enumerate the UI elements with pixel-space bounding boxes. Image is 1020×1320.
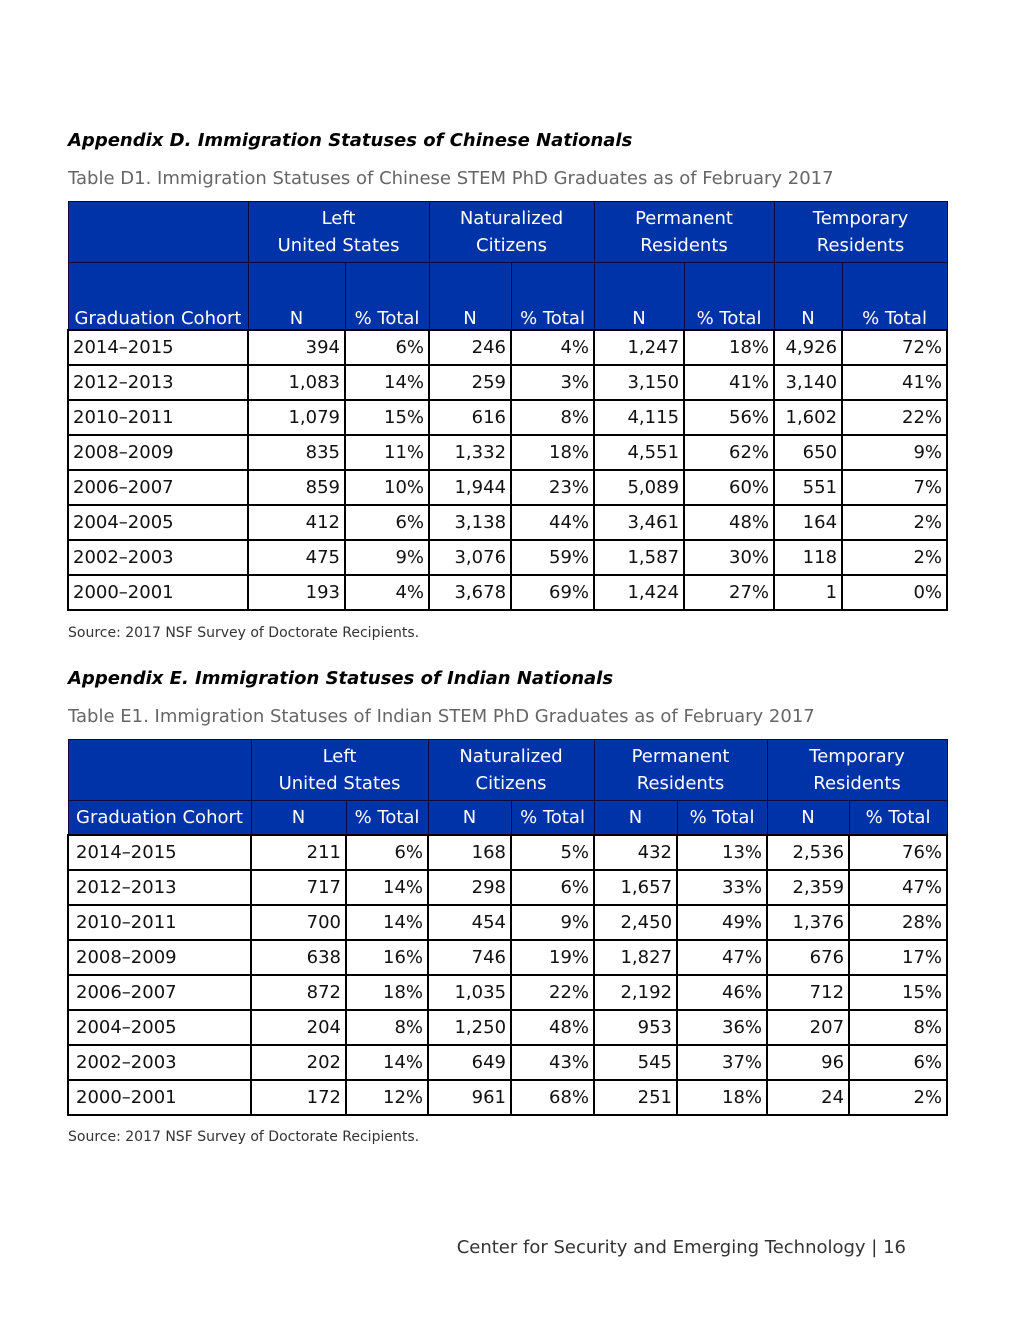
- table-row: [68, 575, 947, 610]
- cohort-cell: 2012–2013: [68, 365, 248, 400]
- count-cell: 172: [251, 1080, 346, 1115]
- count-cell: 3,678: [429, 575, 511, 610]
- count-cell: 168: [428, 835, 511, 870]
- count-cell: 298: [428, 870, 511, 905]
- table-row: [68, 870, 947, 905]
- table-row: [68, 470, 947, 505]
- cohort-cell: 2000–2001: [68, 1080, 251, 1115]
- table-row: [68, 975, 947, 1010]
- header-n: N: [248, 263, 345, 331]
- header-n: N: [594, 801, 677, 836]
- table-row: [68, 940, 947, 975]
- percent-cell: 2%: [842, 505, 947, 540]
- percent-cell: 14%: [346, 870, 428, 905]
- percent-cell: 56%: [684, 400, 774, 435]
- count-cell: 2,192: [594, 975, 677, 1010]
- count-cell: 2,450: [594, 905, 677, 940]
- cohort-cell: 2006–2007: [68, 470, 248, 505]
- percent-cell: 18%: [684, 330, 774, 365]
- percent-cell: 72%: [842, 330, 947, 365]
- count-cell: 545: [594, 1045, 677, 1080]
- percent-cell: 49%: [677, 905, 767, 940]
- percent-cell: 41%: [684, 365, 774, 400]
- count-cell: 3,138: [429, 505, 511, 540]
- percent-cell: 0%: [842, 575, 947, 610]
- count-cell: 4,115: [594, 400, 684, 435]
- percent-cell: 46%: [677, 975, 767, 1010]
- count-cell: 1: [774, 575, 842, 610]
- percent-cell: 62%: [684, 435, 774, 470]
- page-footer: Center for Security and Emerging Technology | 16: [456, 1237, 906, 1258]
- count-cell: 4,551: [594, 435, 684, 470]
- count-cell: 96: [767, 1045, 849, 1080]
- cohort-cell: 2008–2009: [68, 435, 248, 470]
- table-e1: [67, 739, 948, 1116]
- header-n: N: [594, 263, 684, 331]
- cohort-cell: 2004–2005: [68, 505, 248, 540]
- percent-cell: 6%: [849, 1045, 947, 1080]
- percent-cell: 6%: [345, 505, 429, 540]
- count-cell: 1,827: [594, 940, 677, 975]
- count-cell: 3,150: [594, 365, 684, 400]
- percent-cell: 14%: [346, 905, 428, 940]
- percent-cell: 14%: [346, 1045, 428, 1080]
- percent-cell: 18%: [511, 435, 594, 470]
- count-cell: 616: [429, 400, 511, 435]
- percent-cell: 2%: [842, 540, 947, 575]
- count-cell: 551: [774, 470, 842, 505]
- count-cell: 2,359: [767, 870, 849, 905]
- percent-cell: 16%: [346, 940, 428, 975]
- count-cell: 3,076: [429, 540, 511, 575]
- percent-cell: 47%: [849, 870, 947, 905]
- count-cell: 202: [251, 1045, 346, 1080]
- count-cell: 164: [774, 505, 842, 540]
- count-cell: 700: [251, 905, 346, 940]
- count-cell: 251: [594, 1080, 677, 1115]
- percent-cell: 4%: [345, 575, 429, 610]
- table-row: [68, 330, 947, 365]
- cohort-cell: 2010–2011: [68, 400, 248, 435]
- percent-cell: 3%: [511, 365, 594, 400]
- count-cell: 475: [248, 540, 345, 575]
- count-cell: 1,247: [594, 330, 684, 365]
- count-cell: 394: [248, 330, 345, 365]
- count-cell: 3,461: [594, 505, 684, 540]
- count-cell: 1,035: [428, 975, 511, 1010]
- count-cell: 961: [428, 1080, 511, 1115]
- count-cell: 432: [594, 835, 677, 870]
- percent-cell: 8%: [511, 400, 594, 435]
- percent-cell: 6%: [345, 330, 429, 365]
- percent-cell: 4%: [511, 330, 594, 365]
- percent-cell: 28%: [849, 905, 947, 940]
- percent-cell: 9%: [345, 540, 429, 575]
- table-row: [68, 1080, 947, 1115]
- header-left-us: Left United States: [251, 740, 428, 801]
- count-cell: 1,332: [429, 435, 511, 470]
- percent-cell: 10%: [345, 470, 429, 505]
- header-pct-total: % Total: [345, 263, 429, 331]
- count-cell: 1,083: [248, 365, 345, 400]
- percent-cell: 68%: [511, 1080, 594, 1115]
- appendix-d-heading: Appendix D. Immigration Statuses of Chinese Nationals: [68, 130, 633, 151]
- percent-cell: 48%: [684, 505, 774, 540]
- percent-cell: 7%: [842, 470, 947, 505]
- cohort-cell: 2002–2003: [68, 540, 248, 575]
- count-cell: 1,944: [429, 470, 511, 505]
- header-permanent-residents: Permanent Residents: [594, 740, 767, 801]
- table-row: [68, 400, 947, 435]
- count-cell: 859: [248, 470, 345, 505]
- table-row: [68, 905, 947, 940]
- header-n: N: [767, 801, 849, 836]
- percent-cell: 37%: [677, 1045, 767, 1080]
- header-pct-total: % Total: [346, 801, 428, 836]
- percent-cell: 14%: [345, 365, 429, 400]
- header-pct-total: % Total: [684, 263, 774, 331]
- percent-cell: 6%: [346, 835, 428, 870]
- percent-cell: 48%: [511, 1010, 594, 1045]
- header-graduation-cohort: Graduation Cohort: [68, 801, 251, 836]
- count-cell: 717: [251, 870, 346, 905]
- percent-cell: 5%: [511, 835, 594, 870]
- count-cell: 1,602: [774, 400, 842, 435]
- count-cell: 412: [248, 505, 345, 540]
- percent-cell: 18%: [346, 975, 428, 1010]
- count-cell: 4,926: [774, 330, 842, 365]
- percent-cell: 15%: [849, 975, 947, 1010]
- count-cell: 872: [251, 975, 346, 1010]
- cohort-cell: 2012–2013: [68, 870, 251, 905]
- percent-cell: 9%: [842, 435, 947, 470]
- percent-cell: 41%: [842, 365, 947, 400]
- header-pct-total: % Total: [677, 801, 767, 836]
- header-n: N: [251, 801, 346, 836]
- table-row: [68, 540, 947, 575]
- header-naturalized-citizens: Naturalized Citizens: [428, 740, 594, 801]
- count-cell: 454: [428, 905, 511, 940]
- count-cell: 1,657: [594, 870, 677, 905]
- table-d1-caption: Table D1. Immigration Statuses of Chinese STEM PhD Graduates as of February 2017: [68, 168, 834, 189]
- count-cell: 1,376: [767, 905, 849, 940]
- percent-cell: 9%: [511, 905, 594, 940]
- count-cell: 953: [594, 1010, 677, 1045]
- cohort-cell: 2014–2015: [68, 330, 248, 365]
- percent-cell: 33%: [677, 870, 767, 905]
- table-d1: [67, 201, 948, 611]
- percent-cell: 59%: [511, 540, 594, 575]
- percent-cell: 60%: [684, 470, 774, 505]
- percent-cell: 19%: [511, 940, 594, 975]
- appendix-e-heading: Appendix E. Immigration Statuses of Indian Nationals: [68, 668, 614, 689]
- count-cell: 1,424: [594, 575, 684, 610]
- count-cell: 650: [774, 435, 842, 470]
- header-pct-total: % Total: [511, 263, 594, 331]
- count-cell: 746: [428, 940, 511, 975]
- table-e1-caption: Table E1. Immigration Statuses of Indian STEM PhD Graduates as of February 2017: [68, 706, 815, 727]
- corner-cell: [68, 740, 251, 801]
- header-naturalized-citizens: Naturalized Citizens: [429, 202, 594, 263]
- header-pct-total: % Total: [842, 263, 947, 331]
- count-cell: 1,250: [428, 1010, 511, 1045]
- percent-cell: 17%: [849, 940, 947, 975]
- table-row: [68, 1010, 947, 1045]
- cohort-cell: 2006–2007: [68, 975, 251, 1010]
- table-row: [68, 835, 947, 870]
- percent-cell: 2%: [849, 1080, 947, 1115]
- percent-cell: 36%: [677, 1010, 767, 1045]
- count-cell: 193: [248, 575, 345, 610]
- count-cell: 676: [767, 940, 849, 975]
- cohort-cell: 2002–2003: [68, 1045, 251, 1080]
- header-graduation-cohort: Graduation Cohort: [68, 263, 248, 331]
- table-row: [68, 365, 947, 400]
- count-cell: 211: [251, 835, 346, 870]
- table-d1-source: Source: 2017 NSF Survey of Doctorate Recipients.: [68, 625, 420, 641]
- percent-cell: 6%: [511, 870, 594, 905]
- percent-cell: 15%: [345, 400, 429, 435]
- cohort-cell: 2014–2015: [68, 835, 251, 870]
- percent-cell: 12%: [346, 1080, 428, 1115]
- header-n: N: [428, 801, 511, 836]
- percent-cell: 18%: [677, 1080, 767, 1115]
- header-left-us: Left United States: [248, 202, 429, 263]
- percent-cell: 22%: [842, 400, 947, 435]
- percent-cell: 30%: [684, 540, 774, 575]
- corner-cell: [68, 202, 248, 263]
- count-cell: 24: [767, 1080, 849, 1115]
- percent-cell: 47%: [677, 940, 767, 975]
- percent-cell: 8%: [346, 1010, 428, 1045]
- count-cell: 207: [767, 1010, 849, 1045]
- percent-cell: 43%: [511, 1045, 594, 1080]
- percent-cell: 22%: [511, 975, 594, 1010]
- percent-cell: 13%: [677, 835, 767, 870]
- count-cell: 118: [774, 540, 842, 575]
- header-pct-total: % Total: [511, 801, 594, 836]
- count-cell: 638: [251, 940, 346, 975]
- count-cell: 2,536: [767, 835, 849, 870]
- percent-cell: 27%: [684, 575, 774, 610]
- cohort-cell: 2004–2005: [68, 1010, 251, 1045]
- table-row: [68, 435, 947, 470]
- cohort-cell: 2010–2011: [68, 905, 251, 940]
- table-row: [68, 505, 947, 540]
- count-cell: 5,089: [594, 470, 684, 505]
- count-cell: 712: [767, 975, 849, 1010]
- header-permanent-residents: Permanent Residents: [594, 202, 774, 263]
- percent-cell: 76%: [849, 835, 947, 870]
- percent-cell: 8%: [849, 1010, 947, 1045]
- count-cell: 1,587: [594, 540, 684, 575]
- percent-cell: 69%: [511, 575, 594, 610]
- table-e1-source: Source: 2017 NSF Survey of Doctorate Recipients.: [68, 1129, 420, 1145]
- count-cell: 835: [248, 435, 345, 470]
- header-temporary-residents: Temporary Residents: [774, 202, 947, 263]
- count-cell: 259: [429, 365, 511, 400]
- percent-cell: 44%: [511, 505, 594, 540]
- cohort-cell: 2008–2009: [68, 940, 251, 975]
- percent-cell: 23%: [511, 470, 594, 505]
- count-cell: 1,079: [248, 400, 345, 435]
- header-n: N: [774, 263, 842, 331]
- count-cell: 3,140: [774, 365, 842, 400]
- cohort-cell: 2000–2001: [68, 575, 248, 610]
- header-pct-total: % Total: [849, 801, 947, 836]
- header-temporary-residents: Temporary Residents: [767, 740, 947, 801]
- header-n: N: [429, 263, 511, 331]
- percent-cell: 11%: [345, 435, 429, 470]
- count-cell: 649: [428, 1045, 511, 1080]
- count-cell: 204: [251, 1010, 346, 1045]
- count-cell: 246: [429, 330, 511, 365]
- table-row: [68, 1045, 947, 1080]
